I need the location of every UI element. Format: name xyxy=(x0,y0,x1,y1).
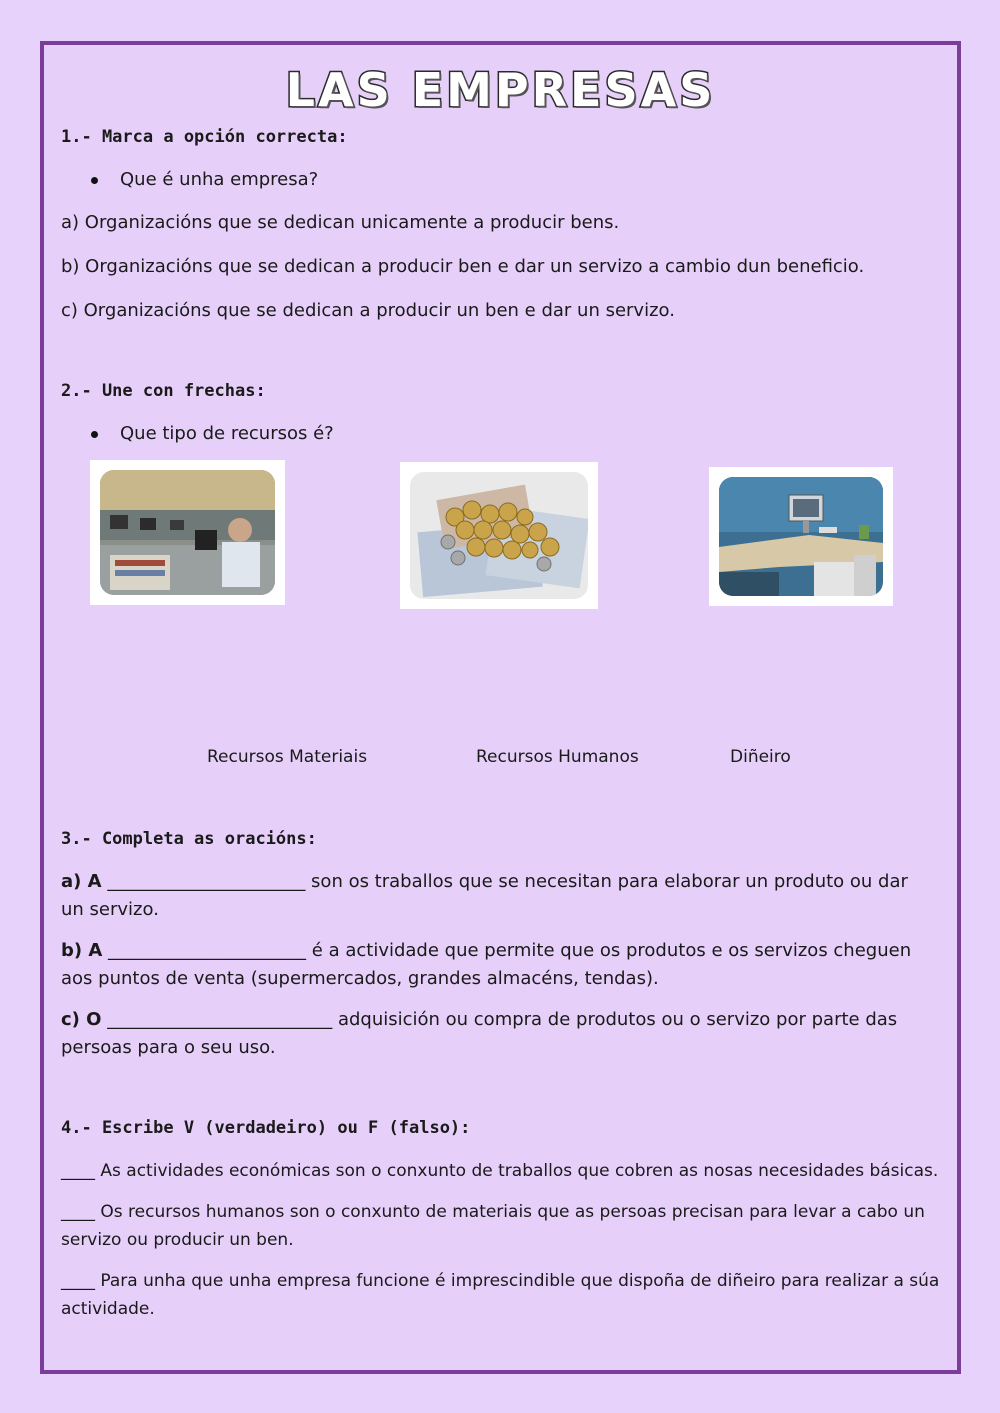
q1-option-c[interactable]: c) Organizacións que se dedican a producir un ben e dar un servizo. xyxy=(61,300,675,321)
q3-item-b-blank[interactable]: ______________________ xyxy=(108,940,307,961)
q3-item-a-text-cont: un servizo. xyxy=(61,899,159,920)
q3-heading: 3.- Completa as oracións: xyxy=(61,829,317,849)
q4-item-1-blank[interactable]: ____ xyxy=(61,1161,95,1181)
q4-item-2-text-cont: servizo ou producir un ben. xyxy=(61,1230,294,1250)
q3-item-c-text-cont: persoas para o seu uso. xyxy=(61,1037,276,1058)
q3-item-a-blank[interactable]: ______________________ xyxy=(107,871,306,892)
q3-item-c xyxy=(61,1006,931,1062)
page-title: LAS EMPRESAS xyxy=(285,63,716,117)
q3-item-b-text-cont: aos puntos de venta (supermercados, grandes almacéns, tendas). xyxy=(61,968,659,989)
q1-option-b[interactable]: b) Organizacións que se dedican a producir ben e dar un servizo a cambio dun beneficio. xyxy=(61,256,865,277)
q4-heading: 4.- Escribe V (verdadeiro) ou F (falso): xyxy=(61,1118,471,1138)
q2-question-text: Que tipo de recursos é? xyxy=(120,423,334,444)
q3-item-b-prefix: b) A xyxy=(61,940,103,961)
empty-office-desk-photo[interactable] xyxy=(709,467,893,606)
q1-question xyxy=(91,169,318,190)
q4-item-2 xyxy=(61,1198,941,1254)
label-recursos-materiais[interactable]: Recursos Materiais xyxy=(207,747,368,767)
coins-and-banknotes-photo[interactable] xyxy=(400,462,598,609)
label-dineiro[interactable]: Diñeiro xyxy=(730,747,791,767)
q1-question-text: Que é unha empresa? xyxy=(120,169,319,190)
q1-heading: 1.- Marca a opción correcta: xyxy=(61,127,348,147)
bullet-icon xyxy=(91,431,98,438)
q4-item-3-blank[interactable]: ____ xyxy=(61,1271,95,1291)
office-workers-photo[interactable] xyxy=(90,460,285,605)
bullet-icon xyxy=(91,177,98,184)
q3-item-c-blank[interactable]: _________________________ xyxy=(107,1009,333,1030)
q3-item-c-prefix: c) O xyxy=(61,1009,102,1030)
q4-item-1 xyxy=(61,1157,941,1185)
q4-item-3-text-cont: actividade. xyxy=(61,1299,155,1319)
q2-heading: 2.- Une con frechas: xyxy=(61,381,266,401)
q3-item-c-text: adquisición ou compra de produtos ou o servizo por parte das xyxy=(337,1009,898,1030)
q3-item-a xyxy=(61,868,931,924)
q3-item-b xyxy=(61,937,931,993)
q3-item-a-prefix: a) A xyxy=(61,871,102,892)
q2-question xyxy=(91,423,334,444)
q3-item-b-text: é a actividade que permite que os produtos e os servizos cheguen xyxy=(311,940,912,961)
label-recursos-humanos[interactable]: Recursos Humanos xyxy=(476,747,639,767)
q4-item-1-text: As actividades económicas son o conxunto de traballos que cobren as nosas necesidades básicas. xyxy=(100,1161,939,1181)
q4-item-2-blank[interactable]: ____ xyxy=(61,1202,95,1222)
q4-item-2-text: Os recursos humanos son o conxunto de materiais que as persoas precisan para levar a cabo un xyxy=(100,1202,925,1222)
q3-item-a-text: son os traballos que se necesitan para elaborar un produto ou dar xyxy=(311,871,908,892)
q4-item-3-text: Para unha que unha empresa funcione é imprescindible que dispoña de diñeiro para realizar a súa xyxy=(100,1271,940,1291)
q4-item-3 xyxy=(61,1267,941,1323)
q1-option-a[interactable]: a) Organizacións que se dedican unicamente a producir bens. xyxy=(61,212,620,233)
